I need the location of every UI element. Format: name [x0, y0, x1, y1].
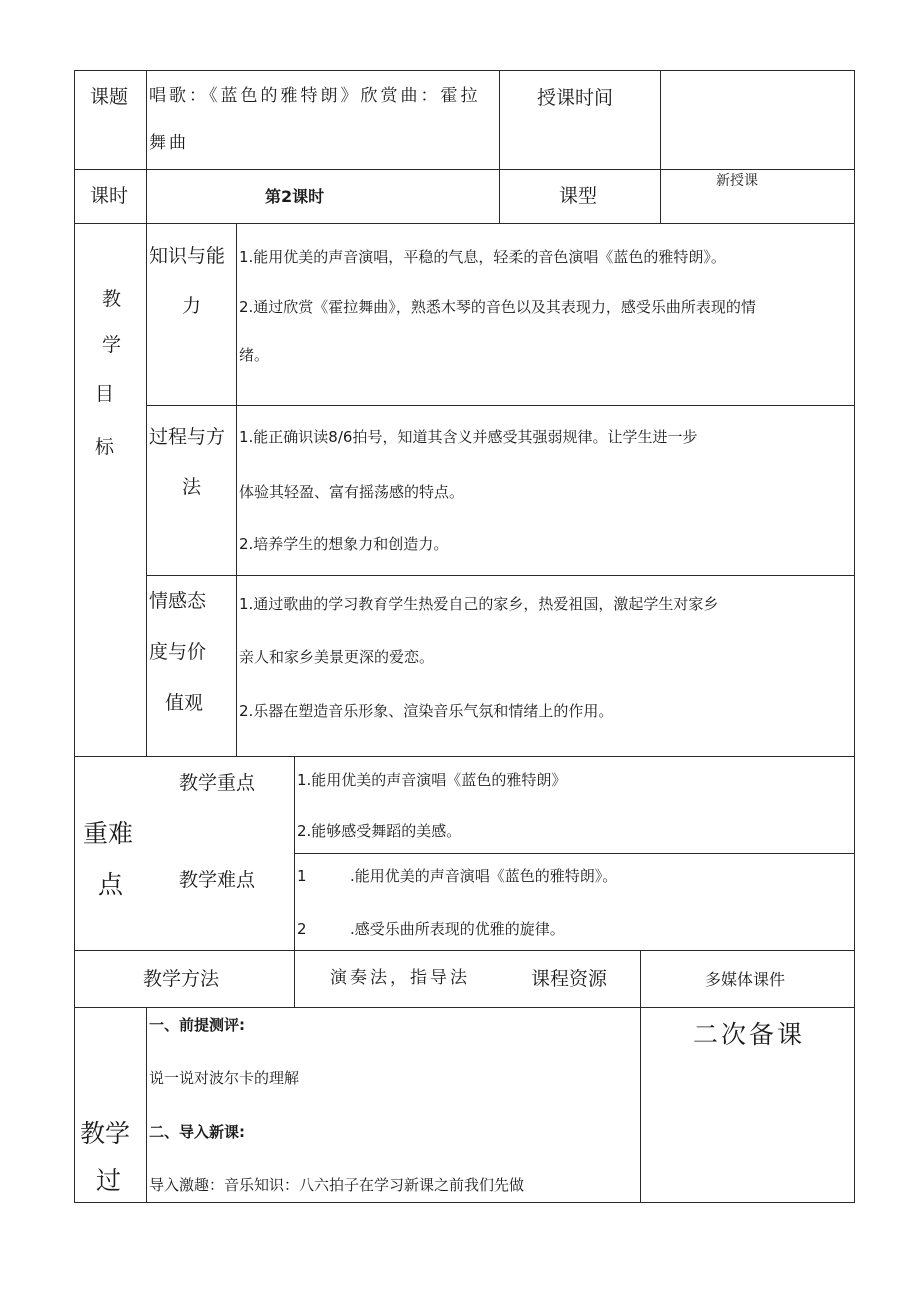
emotion-line1: 1.通过歌曲的学习教育学生热爱自己的家乡，热爱祖国，激起学生对家乡	[239, 595, 719, 613]
rule-col-sublabel	[236, 223, 237, 757]
knowledge-label-line1: 知识与能	[149, 245, 226, 267]
difficulty-text-2: .感受乐曲所表现的优雅的旋律。	[350, 920, 565, 938]
focus-label: 教学重点	[179, 772, 256, 794]
rule-process-bottom	[147, 575, 855, 576]
rule-col-resources	[640, 950, 641, 1203]
rule-row2-bottom	[74, 223, 855, 224]
step2-title: 二、导入新课:	[149, 1123, 245, 1141]
step1-title: 一、前提测评:	[149, 1016, 245, 1034]
process-line2: 体验其轻盈、富有摇荡感的特点。	[239, 483, 465, 501]
keypoints-label-line2: 点	[98, 870, 124, 899]
rule-col-label	[146, 70, 147, 757]
objectives-label-char-4: 标	[95, 436, 115, 458]
knowledge-line3: 绪。	[239, 346, 270, 364]
rule-keypoints-bottom	[74, 950, 855, 951]
resources-label: 课程资源	[531, 968, 608, 990]
rule-focus-bottom	[294, 853, 855, 854]
methods-label: 教学方法	[143, 968, 220, 990]
step2-body: 导入激趣：音乐知识：八六拍子在学习新课之前我们先做	[149, 1176, 525, 1194]
time-label: 授课时间	[537, 87, 614, 109]
step1-body: 说一说对波尔卡的理解	[149, 1069, 300, 1087]
difficulty-label: 教学难点	[179, 869, 256, 891]
process-line1: 1.能正确识读8/6拍号，知道其含义并感受其强弱规律。让学生进一步	[239, 428, 698, 446]
difficulty-num-2: 2	[297, 920, 307, 938]
knowledge-label-line2: 力	[182, 295, 202, 317]
rule-col-label-process	[146, 1007, 147, 1203]
rule-col-keypoints	[294, 756, 295, 1008]
rule-left	[74, 70, 75, 1203]
process-label-line2: 法	[182, 476, 202, 498]
focus-line2: 2.能够感受舞蹈的美感。	[297, 822, 462, 840]
resources-value: 多媒体课件	[705, 970, 786, 989]
process-main-label-line2: 过	[96, 1166, 122, 1195]
emotion-label-line1: 情感态	[149, 590, 207, 612]
emotion-label-line3: 值观	[165, 692, 204, 714]
difficulty-num-1: 1	[297, 867, 307, 885]
rule-bottom	[74, 1202, 855, 1203]
period-value: 第2课时	[265, 187, 325, 206]
knowledge-line2: 2.通过欣赏《霍拉舞曲》，熟悉木琴的音色以及其表现力，感受乐曲所表现的情	[239, 298, 756, 316]
topic-line1: 唱歌：《蓝色的雅特朗》欣赏曲：霍拉	[149, 86, 481, 106]
emotion-label-line2: 度与价	[149, 641, 207, 663]
type-value: 新授课	[716, 173, 758, 189]
rule-row1-bottom	[74, 169, 855, 170]
objectives-label-char-2: 学	[102, 334, 122, 356]
topic-label: 课题	[90, 86, 129, 108]
objectives-label-char-1: 教	[102, 288, 122, 310]
process-line3: 2.培养学生的想象力和创造力。	[239, 535, 449, 553]
second-prep-label: 二次备课	[693, 1020, 806, 1049]
keypoints-label-line1: 重难	[83, 819, 134, 848]
emotion-line2: 亲人和家乡美景更深的爱恋。	[239, 648, 435, 666]
rule-methods-bottom	[74, 1007, 855, 1008]
focus-line1: 1.能用优美的声音演唱《蓝色的雅特朗》	[297, 771, 567, 789]
rule-right	[854, 70, 855, 1203]
methods-value: 演奏法，指导法	[330, 968, 470, 988]
process-label-line1: 过程与方	[149, 426, 226, 448]
period-label: 课时	[90, 185, 129, 207]
rule-objectives-bottom	[74, 756, 855, 757]
difficulty-text-1: .能用优美的声音演唱《蓝色的雅特朗》。	[350, 867, 618, 885]
objectives-label-char-3: 目	[95, 383, 115, 405]
emotion-line3: 2.乐器在塑造音乐形象、渲染音乐气氛和情绪上的作用。	[239, 702, 614, 720]
rule-top	[74, 70, 855, 71]
topic-line2: 舞曲	[149, 133, 189, 153]
knowledge-line1: 1.能用优美的声音演唱，平稳的气息，轻柔的音色演唱《蓝色的雅特朗》。	[239, 248, 726, 266]
rule-col-mid	[499, 70, 500, 224]
rule-col-time	[660, 70, 661, 224]
type-label: 课型	[559, 185, 598, 207]
process-main-label-line1: 教学	[80, 1119, 131, 1148]
rule-knowledge-bottom	[147, 405, 855, 406]
